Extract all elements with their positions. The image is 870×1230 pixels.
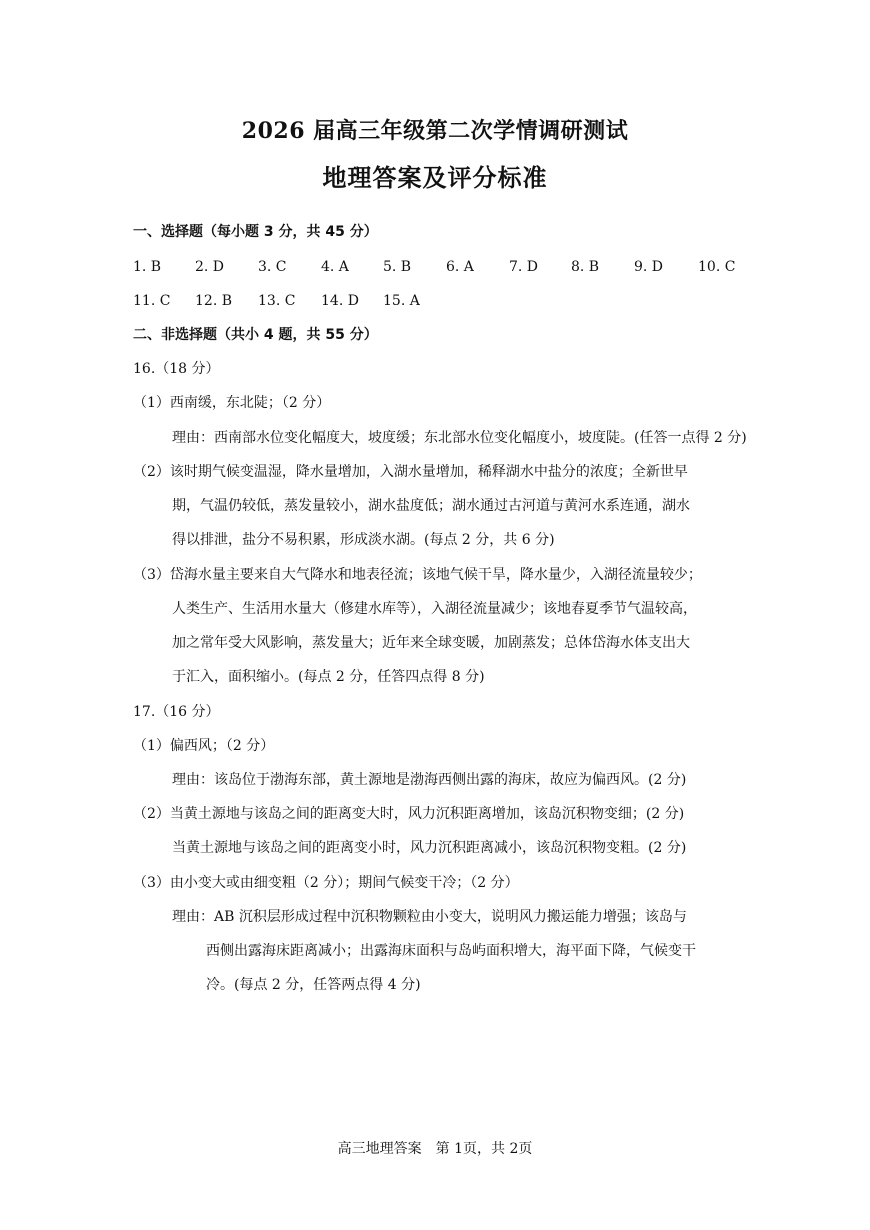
q17-part1-reason: 理由：该岛位于渤海东部，黄土源地是渤海西侧出露的海床，故应为偏西风。(2 分): [172, 772, 687, 788]
q16-part3-line: （3）岱海水量主要来自大气降水和地表径流；该地气候干旱，降水量少，入湖径流量较少；: [133, 567, 702, 583]
mc-answer: 1. B: [133, 259, 162, 275]
q16-part2-line: （2）该时期气候变温湿，降水量增加，入湖水量增加，稀释湖水中盐分的浓度；全新世早: [133, 464, 688, 480]
mc-answer: 15. A: [383, 293, 420, 309]
mc-answer: 5. B: [383, 259, 412, 275]
exam-subtitle: 地理答案及评分标准: [322, 163, 548, 192]
q17-part3-reason-line: 理由：AB 沉积层形成过程中沉积物颗粒由小变大，说明风力搬运能力增强；该岛与: [172, 909, 687, 925]
q17-part1-answer: （1）偏西风；（2 分）: [133, 738, 275, 754]
mc-answer: 11. C: [133, 293, 171, 309]
mc-answer: 7. D: [509, 259, 539, 275]
q16-part3-line: 于汇入，面积缩小。(每点 2 分，任答四点得 8 分): [172, 669, 485, 685]
q16-part3-line: 加之常年受大风影响，蒸发量大；近年来全球变暖，加剧蒸发；总体岱海水体支出大: [172, 635, 690, 651]
mc-answer: 4. A: [321, 259, 349, 275]
q17-heading: 17.（16 分）: [133, 704, 220, 720]
q17-part3-answer: （3）由小变大或由细变粗（2 分）；期间气候变干冷；（2 分）: [133, 875, 519, 891]
mc-answer: 14. D: [321, 293, 359, 309]
page-footer: 高三地理答案 第 1页，共 2页: [337, 1141, 533, 1157]
mc-answer: 9. D: [634, 259, 664, 275]
q16-part2-line: 得以排泄，盐分不易积累，形成淡水湖。(每点 2 分，共 6 分): [172, 532, 555, 548]
mc-answer: 3. C: [258, 259, 287, 275]
mc-answer: 6. A: [446, 259, 474, 275]
q16-heading: 16.（18 分）: [133, 361, 220, 377]
q17-part2-line: （2）当黄土源地与该岛之间的距离变大时，风力沉积距离增加，该岛沉积物变细；(2 分): [133, 806, 685, 822]
mc-answer: 13. C: [258, 293, 296, 309]
section1-heading: 一、选择题（每小题 3 分，共 45 分）: [133, 224, 378, 240]
exam-title: 2026 届高三年级第二次学情调研测试: [241, 118, 629, 144]
q16-part3-line: 人类生产、生活用水量大（修建水库等），入湖径流量减少；该地春夏季节气温较高，: [172, 601, 697, 617]
q17-part3-reason-line: 西侧出露海床距离减小；出露海床面积与岛屿面积增大，海平面下降，气候变干: [206, 943, 696, 959]
section2-heading: 二、非选择题（共小 4 题，共 55 分）: [133, 327, 378, 343]
q16-part1-answer: （1）西南缓，东北陡；（2 分）: [133, 395, 331, 411]
mc-answer: 12. B: [195, 293, 233, 309]
mc-answer: 2. D: [195, 259, 225, 275]
q16-part2-line: 期，气温仍较低，蒸发量较小，湖水盐度低；湖水通过古河道与黄河水系连通，湖水: [172, 498, 690, 514]
mc-answer: 10. C: [698, 259, 736, 275]
q17-part2-line: 当黄土源地与该岛之间的距离变小时，风力沉积距离减小，该岛沉积物变粗。(2 分): [172, 840, 687, 856]
mc-answer: 8. B: [571, 259, 600, 275]
q17-part3-reason-line: 冷。(每点 2 分，任答两点得 4 分): [206, 977, 421, 993]
q16-part1-reason: 理由：西南部水位变化幅度大，坡度缓；东北部水位变化幅度小，坡度陡。(任答一点得 2 分): [172, 430, 747, 446]
